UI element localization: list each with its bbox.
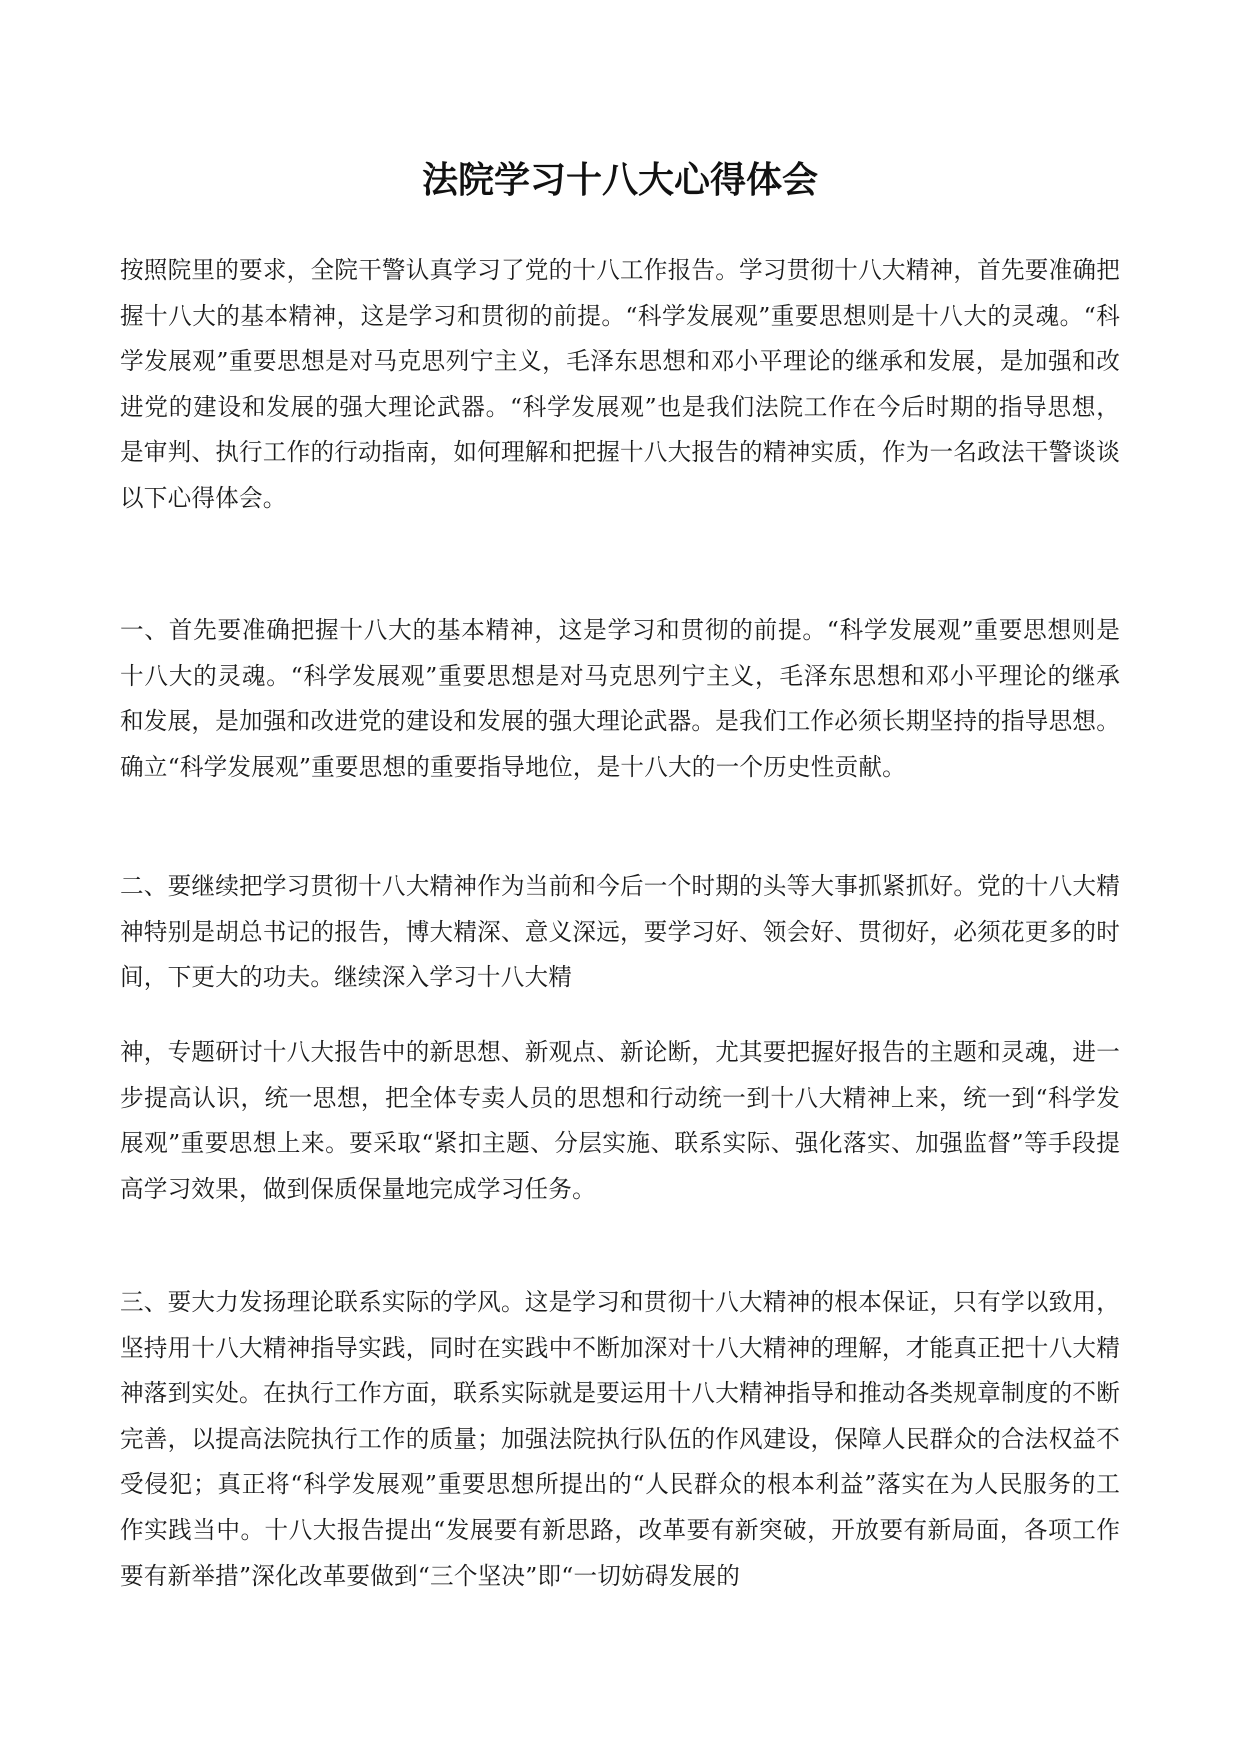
paragraph-section-one: 一、首先要准确把握十八大的基本精神，这是学习和贯彻的前提。“科学发展观”重要思想则是十八大的灵魂。“科学发展观”重要思想是对马克思列宁主义，毛泽东思想和邓小平理论的继承和发展，是加强和改进党的建设和发展的强大理论武器。是我们工作必须长期坚持的指导思想。确立“科学发展观”重要思想的重要指导地位，是十八大的一个历史性贡献。 [120,616,1120,781]
paragraph-section-two-continued: 神，专题研讨十八大报告中的新思想、新观点、新论断，尤其要把握好报告的主题和灵魂，进一步提高认识，统一思想，把全体专卖人员的思想和行动统一到十八大精神上来，统一到“科学发展观”重要思想上来。要采取“紧扣主题、分层实施、联系实际、强化落实、加强监督”等手段提高学习效果，做到保质保量地完成学习任务。 [120,1038,1120,1203]
paragraph-section-three: 三、要大力发扬理论联系实际的学风。这是学习和贯彻十八大精神的根本保证，只有学以致用，坚持用十八大精神指导实践，同时在实践中不断加深对十八大精神的理解，才能真正把十八大精神落到实处。在执行工作方面，联系实际就是要运用十八大精神指导和推动各类规章制度的不断完善，以提高法院执行工作的质量；加强法院执行队伍的作风建设，保障人民群众的合法权益不受侵犯；真正将“科学发展观”重要思想所提出的“人民群众的根本利益”落实在为人民服务的工作实践当中。十八大报告提出“发展要有新思路，改革要有新突破，开放要有新局面，各项工作要有新举措”深化改革要做到“三个坚决”即“一切妨碍发展的 [120,1288,1120,1590]
paragraph-intro: 按照院里的要求，全院干警认真学习了党的十八工作报告。学习贯彻十八大精神，首先要准确把握十八大的基本精神，这是学习和贯彻的前提。“科学发展观”重要思想则是十八大的灵魂。“科学发展观”重要思想是对马克思列宁主义，毛泽东思想和邓小平理论的继承和发展，是加强和改进党的建设和发展的强大理论武器。“科学发展观”也是我们法院工作在今后时期的指导思想，是审判、执行工作的行动指南，如何理解和把握十八大报告的精神实质，作为一名政法干警谈谈以下心得体会。 [120,256,1120,512]
paragraph-section-two: 二、要继续把学习贯彻十八大精神作为当前和今后一个时期的头等大事抓紧抓好。党的十八大精神特别是胡总书记的报告，博大精深、意义深远，要学习好、领会好、贯彻好，必须花更多的时间，下更大的功夫。继续深入学习十八大精 [120,872,1120,992]
document-title: 法院学习十八大心得体会 [421,159,818,201]
